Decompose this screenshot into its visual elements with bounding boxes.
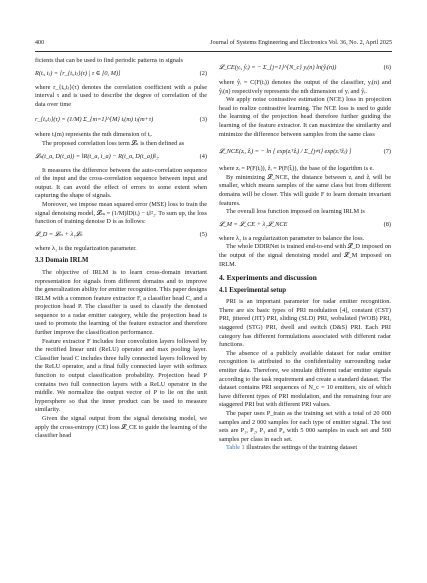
- paragraph: PRI is an important parameter for radar emitter recognition. There are six basic types of PRI modulation [4], constant (CST) PRI, jittered (JIT) PRI, sliding (SLD) PRI, wobulated (WOB) PRI, staggered (STG) PRI, dwell and switch (D&S) PRI. Each PRI category has different formulations associated with different radar functions.: [219, 298, 391, 349]
- equation-number: (4): [199, 153, 207, 161]
- equation-number: (6): [383, 63, 391, 71]
- running-header: [35, 40, 392, 50]
- paragraph: The absence of a publicly available dataset for radar emitter recognition is attributed to the confidentiality surrounding radar emitter data. Therefore, we simulate different radar emitter signals according to the task requirement and create a standard dataset. The dataset contains PRI sequences of N_c = 10 emitters, six of which have different types of PRI modulation, and the remaining four are staggered PRI but with different PRI values.: [219, 349, 391, 409]
- equation-body: 𝓛_D = 𝓛ₘ + λ₁𝓛ₙ: [35, 231, 83, 239]
- equation-body: R(tᵢ, tⱼ) = [r_{tᵢ,tⱼ}(τ) | τ ∈ [0, M)]: [35, 70, 121, 78]
- paragraph: Given the signal output from the signal denoising model, we apply the cross-entropy (CE) loss 𝓛_CE to guide the learning of the classifier head: [35, 415, 207, 440]
- equation-number: (5): [199, 231, 207, 239]
- equation-body: 𝓛_CE(yᵢ, ŷᵢ) = − Σ_{j=1}^{N_c} yᵢ(n) ln(ŷᵢ(n)): [219, 63, 337, 71]
- equation-6: [219, 59, 391, 77]
- equation-number: (3): [199, 116, 207, 124]
- equation-number: (2): [199, 70, 207, 78]
- paragraph-text: illustrates the settings of the training dataset: [244, 444, 358, 452]
- equation-body: 𝓛ₙ(t_a, D(t_a)) = ‖R(t_a, t_a) − R(t_a, D(t_a))‖₂.: [35, 153, 160, 161]
- equation-number: (7): [383, 147, 391, 155]
- equation-body: 𝓛_NCE(zᵢ, ẑᵢ) = − ln [ exp(zᵢᵀẑᵢ) / Σ_{j≠i} exp(zᵢᵀẑⱼ) ]: [219, 147, 352, 155]
- section-heading: 3.3 Domain IRLM: [35, 257, 89, 265]
- page-number: 400: [35, 40, 45, 46]
- paragraph: [219, 444, 391, 453]
- subsection-heading: 4.1 Experimental setup: [219, 286, 287, 294]
- equation-5: [35, 229, 207, 243]
- paragraph: The objective of IRLM is to learn cross-domain invariant representation for signals from different domains and to improve the generalization ability for emitter recognition. This paper designs IRLM with a common feature extractor F, a classifier head C, and a projection head P. The classifier is used to classify the denoised sequence to a radar emitter category, while the projection head is used to promote the learning of the feature extractor and therefore further improve the classification performance.: [35, 268, 207, 337]
- paragraph: where zᵢ = P(F(tᵢ)), ẑᵢ = P(F(t̂ᵢ)), the base of the logarithm is e.: [219, 165, 374, 173]
- equation-number: (8): [383, 221, 391, 229]
- equation-7: [219, 141, 391, 163]
- equation-4: [35, 151, 207, 165]
- paragraph: The whole DDIRNet is trained end-to-end with 𝓛_D imposed on the output of the signal denoising model and 𝓛_M imposed on IRLM.: [219, 243, 391, 268]
- paragraph: We apply noise contrastive estimation (NCE) loss in projection head to realize contrastive learning. The NCE loss is used to guide the learning of the projection head therefore further guiding the learning of the feature extractor. It can maximize the similarity and minimize the difference between samples from the same class: [219, 96, 391, 138]
- paragraph: It measures the difference between the auto-correlation sequence of the input and the cross-correlation sequence between input and output. It can avoid the effect of errors to some extent when capturing the shape of signals.: [35, 166, 207, 200]
- paragraph: ficients that can be used to find periodic patterns in signals: [35, 57, 183, 64]
- paragraph: where ŷᵢ = C(F(tᵢ)) denotes the output of the classifier, yᵢ(n) and ŷᵢ(n) respectively represents the nth dimension of yᵢ and ŷᵢ.: [219, 79, 391, 95]
- table-reference-link[interactable]: Table 1: [226, 444, 245, 452]
- section-heading: 4. Experiments and discussion: [219, 273, 317, 283]
- left-column: [35, 57, 207, 441]
- paragraph: where λ₂ is a regularization parameter to balance the loss.: [219, 234, 365, 242]
- equation-3: [35, 111, 207, 129]
- equation-body: r_{tᵢ,tⱼ}(τ) = (1/M) Σ_{m=1}^{M} tᵢ(m) tⱼ(m+τ): [35, 116, 154, 124]
- equation-body: 𝓛_M = 𝓛_CE + λ₂𝓛_NCE: [219, 221, 288, 229]
- equation-8: [219, 219, 391, 233]
- paragraph: The paper uses P_train as the training set with a total of 20 000 samples and 2 000 samples for each type of emitter signal. The test sets are P₁, P₂, P₃ and P₄ with 5 000 samples in each set and 500 samples per class in each set.: [219, 410, 391, 443]
- paragraph: where λ₁ is the regularization parameter.: [35, 244, 137, 252]
- paragraph: Feature extractor F includes four convolution layers followed by the rectified linear unit (ReLU) operator and max pooling layer. Classifier head C includes three fully connected layers followed by the ReLU operator, and a final fully connected layer with softmax function to output classification probability. Projection head P contains two full connection layers with a ReLU operator in the middle. We normalize the output vector of P to lie on the unit hypersphere so that the inner product can be used to measure similarity.: [35, 337, 207, 414]
- equation-2: [35, 68, 207, 82]
- journal-citation: Journal of Systems Engineering and Electronics Vol. 36, No. 2, April 2025: [210, 40, 392, 46]
- header-rule: [35, 51, 392, 52]
- paragraph: The overall loss function imposed on learning IRLM is: [226, 208, 365, 216]
- paragraph: By minimizing 𝓛_NCE, the distance between zᵢ and ẑᵢ will be smaller, which means samples of the same class but from different domains will be closer. This will guide F to learn domain invariant features.: [219, 173, 391, 207]
- paragraph: The proposed correlation loss term 𝓛ₙ is then defined as: [42, 139, 185, 147]
- paragraph: where r_{tᵢ,tⱼ}(τ) denotes the correlation coefficient with a pulse interval τ and is used to describe the degree of correlation of the data over time: [35, 83, 207, 108]
- right-column: [219, 57, 391, 453]
- paragraph: Moreover, we impose mean squared error (MSE) loss to train the signal denoising model, 𝓛ₘ = (1/M)‖D(tᵢ) − tᵢ‖²₂. To sum up, the loss function of training denoise D is as follows:: [35, 200, 207, 226]
- paragraph: where tᵢ(m) represents the mth dimension of tᵢ.: [35, 131, 153, 139]
